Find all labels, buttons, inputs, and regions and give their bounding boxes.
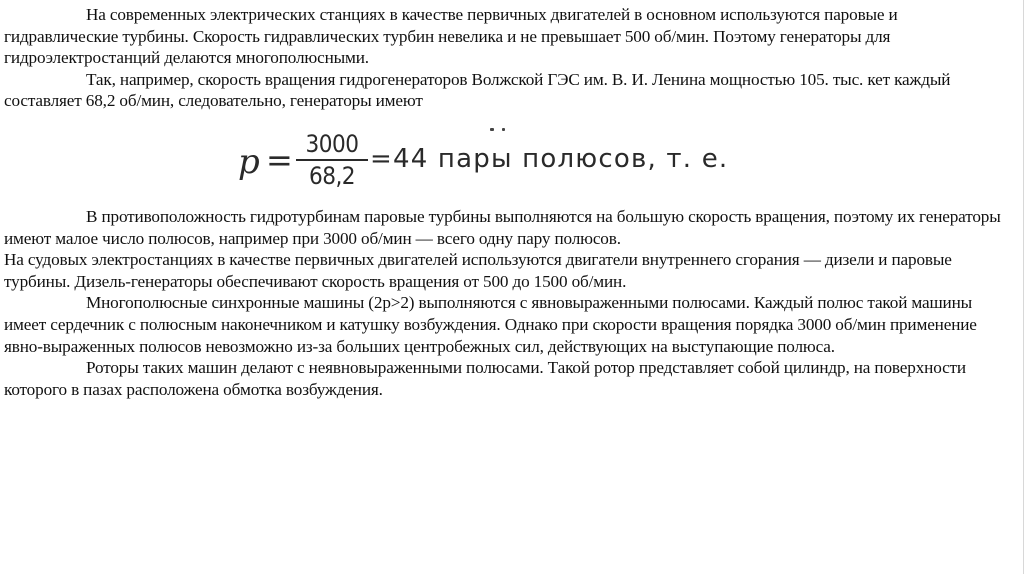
- paragraph-rotors: Роторы таких машин делают с неявновыраженными полюсами. Такой ротор представляет собой цилиндр, на поверхности которого в пазах расположена обмотка возбуждения.: [4, 358, 966, 399]
- formula-variable: p: [238, 142, 260, 182]
- paragraph-ship-stations: На судовых электростанциях в качестве первичных двигателей используются двигатели внутреннего сгорания — дизели и паровые турбины. Дизель-генераторы обеспечивают скорость вращения от 500 до 1500 об/мин.: [4, 250, 952, 291]
- paragraph-steam-turbines: В противоположность гидротурбинам паровые турбины выполняются на большую скорость вращения, поэтому их генераторы имеют малое число полюсов, например при 3000 об/мин — всего одну пару полюсов.: [4, 207, 1001, 248]
- formula-numerator: 3000: [305, 130, 359, 158]
- paragraph-power-stations: На современных электрических станциях в качестве первичных двигателей в основном используются паровые и гидравлические турбины. Скорость гидравлических турбин невелика и не превышает 500 об/мин. Поэтому генераторы для гидроэлектростанций делаются многополюсными.: [4, 5, 898, 68]
- fraction-bar: [296, 159, 368, 161]
- formula-equals-sign: =: [266, 141, 293, 179]
- paragraph-multipole-machines: Многополюсные синхронные машины (2р>2) выполняются с явновыраженными полюсами. Каждый полюс такой машины имеет сердечник с полюсным наконечником и катушку возбуждения. Однако при скорости вращения порядка 3000 об/мин применение явно-выраженных полюсов невозможно из-за больших центробежных сил, действующих на выступающие полюса.: [4, 293, 977, 356]
- scan-speck: [502, 128, 505, 131]
- formula-fraction: [294, 130, 370, 190]
- scan-speck: [490, 128, 494, 131]
- paragraph-volga-example: Так, например, скорость вращения гидрогенераторов Волжской ГЭС им. В. И. Ленина мощностью 105. тыс. кет каждый составляет 68,2 об/мин, следовательно, генераторы имеют: [4, 69, 951, 111]
- text-block-bottom: [4, 206, 1009, 400]
- formula-denominator: 68,2: [308, 162, 356, 190]
- text-block-top: [4, 4, 1009, 112]
- formula-result: =44 пары полюсов, т. е.: [370, 144, 729, 174]
- pole-pairs-formula: [238, 128, 768, 194]
